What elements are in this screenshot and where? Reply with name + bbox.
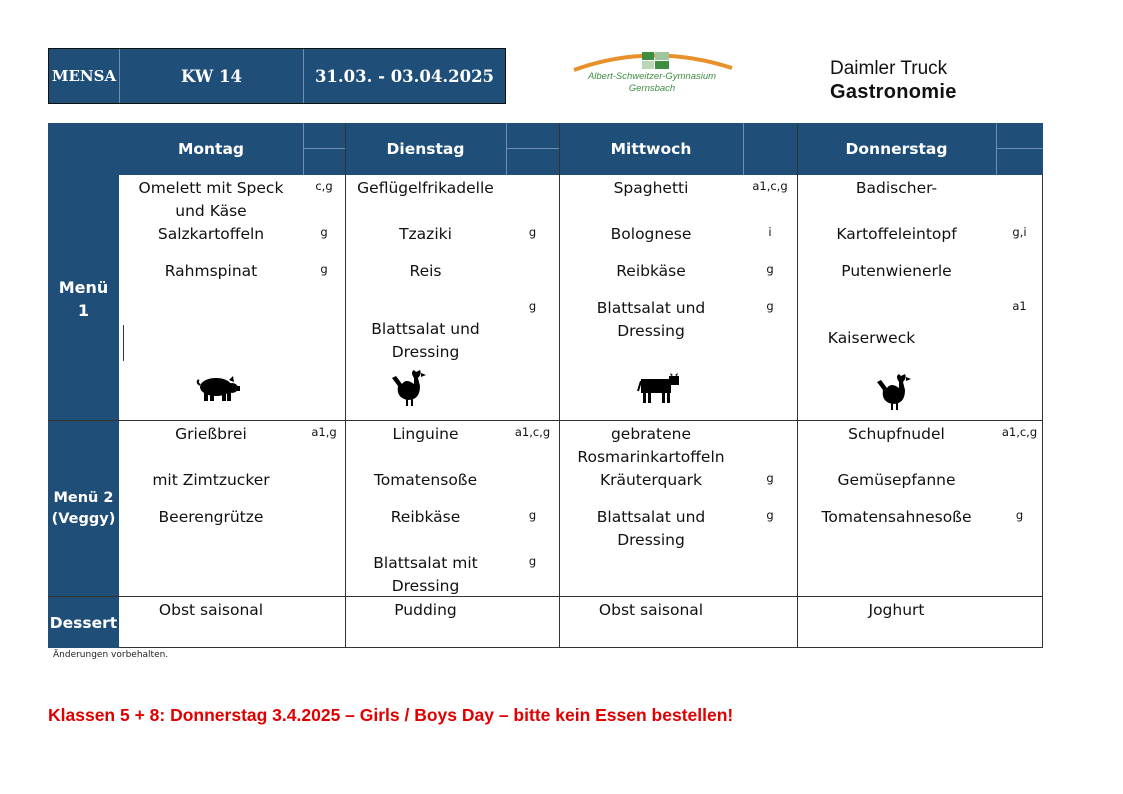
mensa-label: MENSA xyxy=(51,67,117,85)
dessert-donnerstag: Joghurt xyxy=(868,601,925,619)
day-donnerstag: Donnerstag xyxy=(845,140,948,158)
menu1-donnerstag-dish3: Putenwienerle xyxy=(841,262,952,280)
menu2-donnerstag-allergen3: g xyxy=(1015,508,1024,522)
caterer-subtitle: Gastronomie xyxy=(830,81,957,103)
menu1-mittwoch-allergen3: g xyxy=(766,262,774,276)
menu1-dienstag-allergen4: g xyxy=(528,299,537,313)
menu2-donnerstag-dish2: Gemüsepfanne xyxy=(837,471,956,489)
cow-icon xyxy=(637,373,683,405)
menu2-dienstag-dish3: Reibkäse xyxy=(390,508,461,526)
menu2-dienstag-allergen4: g xyxy=(528,554,537,568)
day-montag: Montag xyxy=(177,140,245,158)
menu1-mittwoch-allergen2: i xyxy=(768,225,772,239)
menu2-mittwoch-dish3: Blattsalat und Dressing xyxy=(596,508,706,549)
row-label-column xyxy=(48,175,119,648)
menu2-mittwoch-dish1: gebratene Rosmarinkartoffeln xyxy=(577,425,725,466)
menu2-dienstag-allergen3: g xyxy=(528,508,537,522)
menu1-montag-dish2: Salzkartoffeln xyxy=(157,225,265,243)
menu1-donnerstag-dish1: Badischer- xyxy=(855,179,938,197)
header-box xyxy=(48,48,506,104)
pig-icon xyxy=(196,373,240,403)
menu1-donnerstag-dish4: Kaiserweck xyxy=(827,329,916,347)
menu2-montag-dish2: mit Zimtzucker xyxy=(152,471,270,489)
menu1-mittwoch-dish3: Reibkäse xyxy=(616,262,686,280)
row-dessert: Dessert xyxy=(49,614,118,632)
menu1-mittwoch-dish1: Spaghetti xyxy=(613,179,689,197)
menu1-montag-allergen3: g xyxy=(320,262,328,276)
chicken-icon xyxy=(873,372,913,412)
menu1-montag-dish3: Rahmspinat xyxy=(164,262,258,280)
school-name: Albert-Schweitzer-Gymnasium xyxy=(587,71,717,82)
notice-banner: Klassen 5 + 8: Donnerstag 3.4.2025 – Girls / Boys Day – bitte kein Essen bestellen! xyxy=(48,705,734,725)
menu2-dienstag-dish2: Tomatensoße xyxy=(373,471,478,489)
school-town: Gernsbach xyxy=(628,83,676,94)
row-menu2: Menü 2 (Veggy) xyxy=(51,490,116,527)
menu1-montag-dish1: Omelett mit Speck und Käse xyxy=(138,179,284,220)
menu1-donnerstag-allergen2: g,i xyxy=(1012,225,1027,239)
menu2-donnerstag-allergen1: a1,c,g xyxy=(1001,425,1038,439)
school-logo xyxy=(566,46,738,102)
footnote: Änderungen vorbehalten. xyxy=(53,650,169,660)
menu1-dienstag-dish1: Geflügelfrikadelle xyxy=(357,179,494,197)
menu1-dienstag-dish4: Blattsalat und Dressing xyxy=(371,320,480,361)
dessert-mittwoch: Obst saisonal xyxy=(598,601,704,619)
menu1-mittwoch-allergen1: a1,c,g xyxy=(752,179,788,193)
row-menu1: Menü 1 xyxy=(58,278,109,320)
dessert-montag: Obst saisonal xyxy=(158,601,264,619)
day-dienstag: Dienstag xyxy=(386,140,465,158)
menu1-mittwoch-dish2: Bolognese xyxy=(610,225,692,243)
menu2-mittwoch-allergen3: g xyxy=(766,508,774,522)
menu2-dienstag-allergen1: a1,c,g xyxy=(514,425,551,439)
menu1-mittwoch-dish4: Blattsalat und Dressing xyxy=(596,299,706,340)
caterer-logo xyxy=(830,58,957,104)
menu2-donnerstag-dish3: Tomatensahnesoße xyxy=(821,508,972,526)
menu1-dienstag-dish3: Reis xyxy=(409,262,442,280)
menu1-donnerstag-allergen4: a1 xyxy=(1012,299,1027,313)
week-label: KW 14 xyxy=(181,66,242,86)
menu1-dienstag-allergen2: g xyxy=(528,225,537,239)
menu2-montag-allergen1: a1,g xyxy=(311,425,337,439)
menu2-dienstag-dish4: Blattsalat mit Dressing xyxy=(373,554,478,595)
menu2-montag-dish1: Grießbrei xyxy=(175,425,247,443)
chicken-icon xyxy=(388,368,428,408)
menu2-mittwoch-allergen2: g xyxy=(766,471,774,485)
menu1-montag-allergen2: g xyxy=(320,225,328,239)
menu1-donnerstag-dish2: Kartoffeleintopf xyxy=(836,225,957,243)
menu1-mittwoch-allergen4: g xyxy=(766,299,774,313)
menu2-dienstag-dish1: Linguine xyxy=(392,425,459,443)
menu1-montag-allergen1: c,g xyxy=(315,179,333,193)
caterer-name: Daimler Truck xyxy=(830,58,948,79)
date-range: 31.03. - 03.04.2025 xyxy=(314,66,495,86)
menu2-donnerstag-dish1: Schupfnudel xyxy=(848,425,945,443)
dessert-dienstag: Pudding xyxy=(394,601,457,619)
menu2-montag-dish3: Beerengrütze xyxy=(158,508,264,526)
day-mittwoch: Mittwoch xyxy=(610,140,692,158)
menu1-dienstag-dish2: Tzaziki xyxy=(399,225,452,243)
menu2-mittwoch-dish2: Kräuterquark xyxy=(599,471,703,489)
